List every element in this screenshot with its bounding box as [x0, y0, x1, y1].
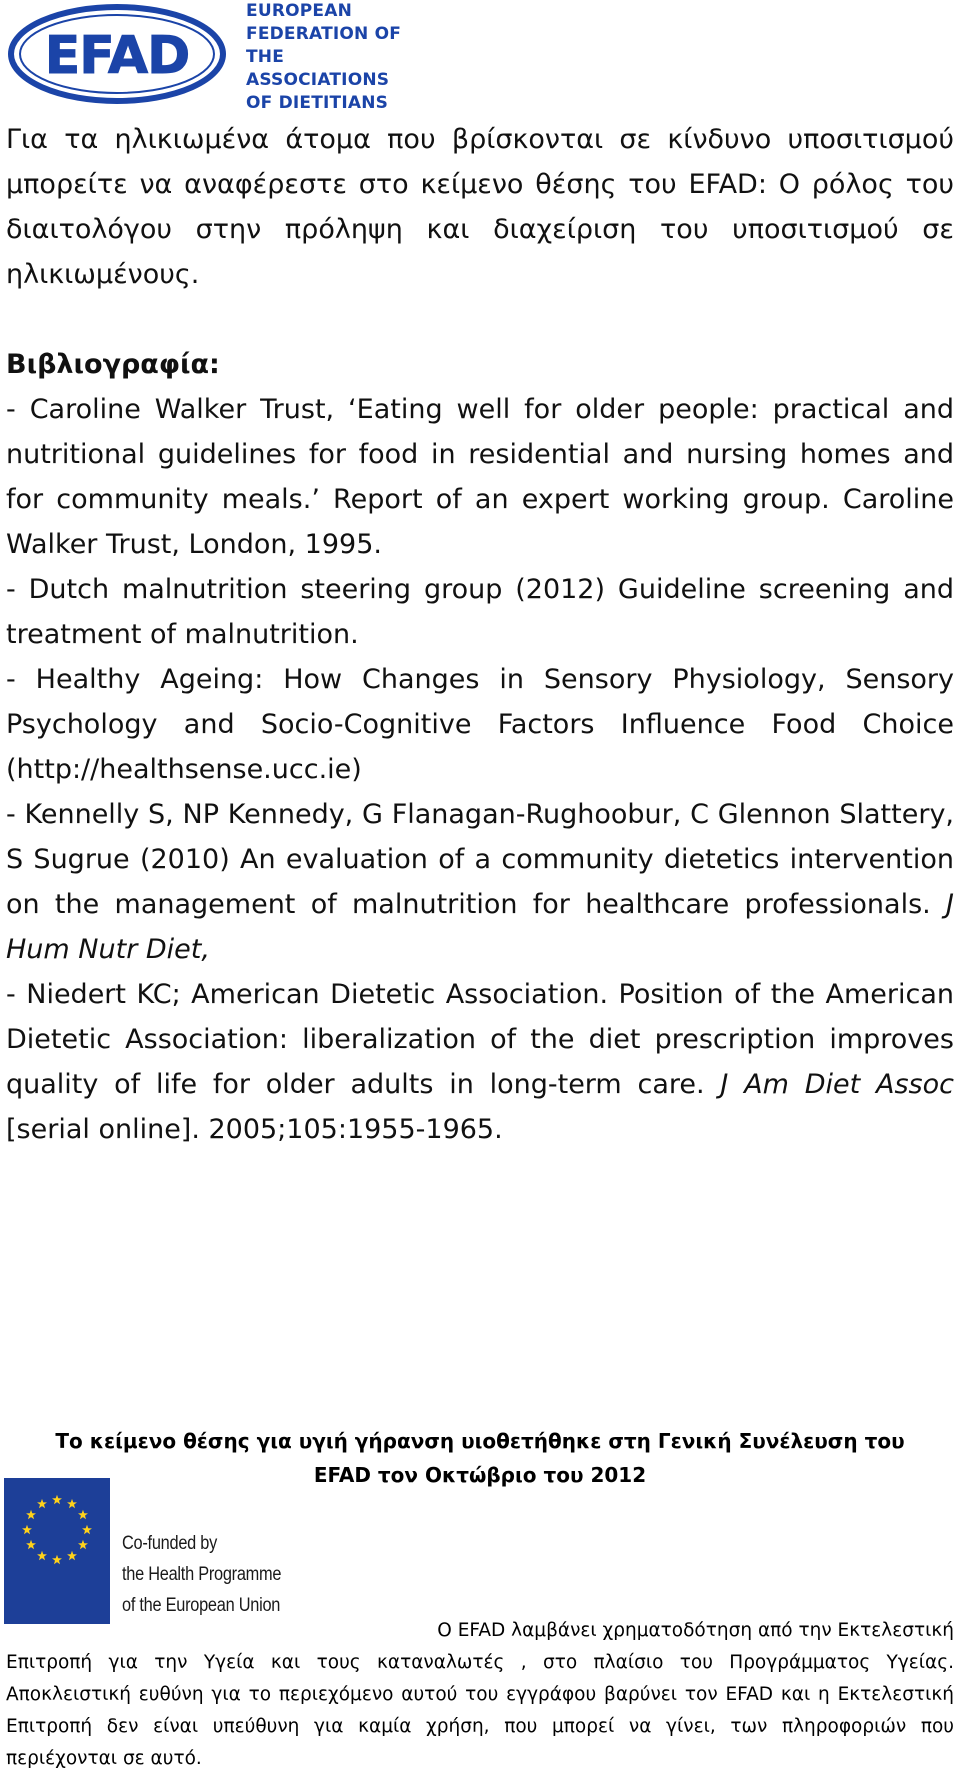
- cofunding-line: Co-funded by: [122, 1533, 218, 1554]
- org-name-line: FEDERATION OF: [246, 24, 402, 44]
- reference-item: - Kennelly S, NP Kennedy, G Flanagan-Rughoobur, C Glennon Slattery, S Sugrue (2010) An evaluation of a community dietetics intervention on the management of malnutrition for healthcare professionals. J Hum Nutr Diet,: [6, 799, 954, 965]
- reference-item: - Dutch malnutrition steering group (2012) Guideline screening and treatment of malnutrition.: [6, 574, 954, 650]
- reference-item: - Niedert KC; American Dietetic Association. Position of the American Dietetic Association: liberalization of the diet prescription improves quality of life for older adults in long-term care. J Am Diet Assoc [serial online]. 2005;105:1955-1965.: [6, 979, 954, 1145]
- org-name-line: EUROPEAN: [246, 1, 353, 21]
- references-heading: Βιβλιογραφία:: [6, 349, 220, 380]
- cofunding-line: of the European Union: [122, 1595, 281, 1616]
- efad-logo: [6, 0, 426, 113]
- adoption-note: Το κείμενο θέσης για υγιή γήρανση υιοθετήθηκε στη Γενική Συνέλευση του EFAD τον Οκτώβριο του 2012: [55, 1429, 905, 1487]
- efad-oval-logo-icon: [6, 2, 228, 106]
- disclaimer-first-line: Ο EFAD λαμβάνει χρηματοδότηση από την Εκτελεστική: [437, 1620, 954, 1641]
- logo-wordmark: EFAD: [44, 26, 190, 86]
- cofunding-line: the Health Programme: [122, 1564, 282, 1585]
- journal-name: J Am Diet Assoc: [720, 1069, 954, 1100]
- journal-name: J Hum Nutr Diet,: [6, 889, 954, 965]
- reference-item: - Healthy Ageing: How Changes in Sensory Physiology, Sensory Psychology and Socio-Cognitive Factors Influence Food Choice (http://healthsense.ucc.ie): [6, 664, 954, 785]
- document-body: [6, 117, 954, 1152]
- funding-disclaimer: [6, 1615, 954, 1775]
- disclaimer-text: Επιτροπή για την Υγεία και τους καταναλωτές , στο πλαίσιο του Προγράμματος Υγείας. Αποκλειστική ευθύνη για το περιεχόμενο αυτού του εγγράφου βαρύνει τον EFAD και η Εκτελεστική Επιτροπή δεν είναι υπεύθυνη για καμία χρήση, που μπορεί να γίνει, των πληροφοριών που περιέχονται σε αυτό.: [6, 1652, 954, 1769]
- org-name: [246, 0, 426, 115]
- cofunding-label: [122, 1528, 281, 1621]
- eu-flag-icon: [4, 1478, 110, 1624]
- org-name-line: OF DIETITIANS: [246, 93, 389, 113]
- intro-paragraph: Για τα ηλικιωμένα άτομα που βρίσκονται σε κίνδυνο υποσιτισμού μπορείτε να αναφέρεστε στο κείμενο θέσης του EFAD: Ο ρόλος του διαιτολόγου στην πρόληψη και διαχείριση του υποσιτισμού σε ηλικιωμένους.: [6, 124, 954, 290]
- reference-item: - Caroline Walker Trust, ‘Eating well for older people: practical and nutritional guidelines for food in residential and nursing homes and for community meals.’ Report of an expert working group. Caroline Walker Trust, London, 1995.: [6, 394, 954, 560]
- org-name-line: THE ASSOCIATIONS: [246, 47, 390, 90]
